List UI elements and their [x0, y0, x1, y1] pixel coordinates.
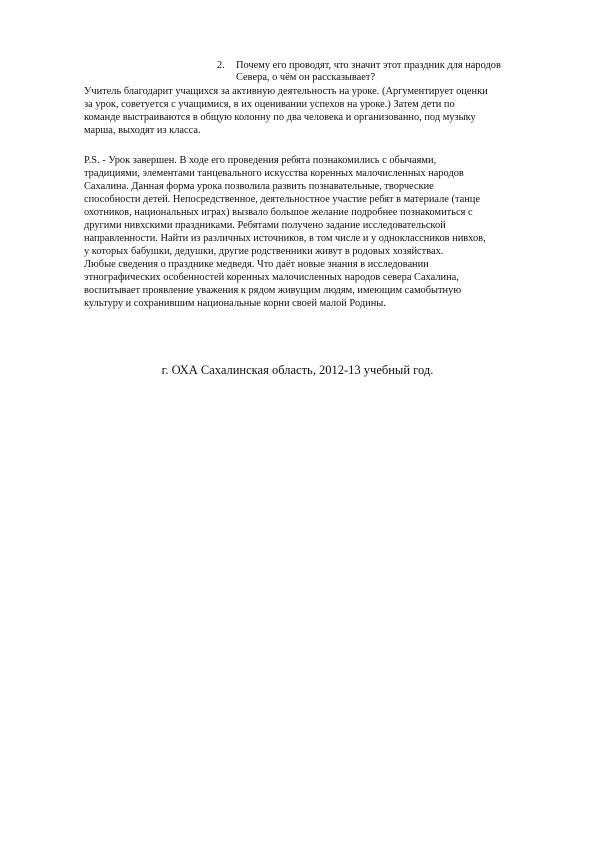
paragraph-1-line-2: за урок, советуется с учащимися, в их оценивании успехов на уроке.) Затем дети по	[84, 99, 455, 110]
paragraph-1-line-4: марша, выходят из класса.	[84, 125, 201, 136]
paragraph-2-line-9: Любые сведения о празднике медведя. Что даёт новые знания в исследовании	[84, 259, 429, 270]
paragraph-2-line-6: другими нивхскими праздниками. Ребятами получено задание исследовательской	[84, 220, 446, 231]
paragraph-2-line-5: охотников, национальных играх) вызвало большое желание подробнее познакомиться с	[84, 207, 473, 218]
paragraph-1-line-1: Учитель благодарит учащихся за активную деятельность на уроке. (Аргументирует оценки	[84, 86, 488, 97]
paragraph-2-line-1: P.S. - Урок завершен. В ходе его проведения ребята познакомились с обычаями,	[84, 155, 437, 166]
paragraph-2-line-12: культуру и сохранившим национальные корни своей малой Родины.	[84, 298, 386, 309]
list-item-line-2: Севера, о чём он рассказывает?	[236, 72, 376, 83]
paragraph-2-line-3: Сахалина. Данная форма урока позволила развить познавательные, творческие	[84, 181, 434, 192]
paragraph-2-line-11: воспитывает проявление уважения к рядом живущим людям, имеющим самобытную	[84, 285, 462, 296]
list-item-line-1: Почему его проводят, что значит этот праздник для народов	[236, 60, 501, 71]
list-item-number: 2.	[217, 60, 225, 71]
paragraph-2-line-4: способности детей. Непосредственное, деятельностное участие ребят в материале (танце	[84, 194, 480, 205]
paragraph-2-line-8: у которых бабушки, дедушки, другие родственники живут в родовых хозяйствах.	[84, 246, 444, 257]
paragraph-2-line-10: этнографических особенностей коренных малочисленных народов севера Сахалина,	[84, 272, 459, 283]
paragraph-1-line-3: команде выстраиваются в общую колонну по два человека и организованно, под музыку	[84, 112, 476, 123]
paragraph-2-line-7: направленности. Найти из различных источников, в том числе и у одноклассников нивхов,	[84, 233, 486, 244]
paragraph-2-line-2: традициями, элементами танцевального искусства коренных малочисленных народов	[84, 168, 464, 179]
footer-location-year: г. ОХА Сахалинская область, 2012-13 учебный год.	[161, 363, 434, 377]
